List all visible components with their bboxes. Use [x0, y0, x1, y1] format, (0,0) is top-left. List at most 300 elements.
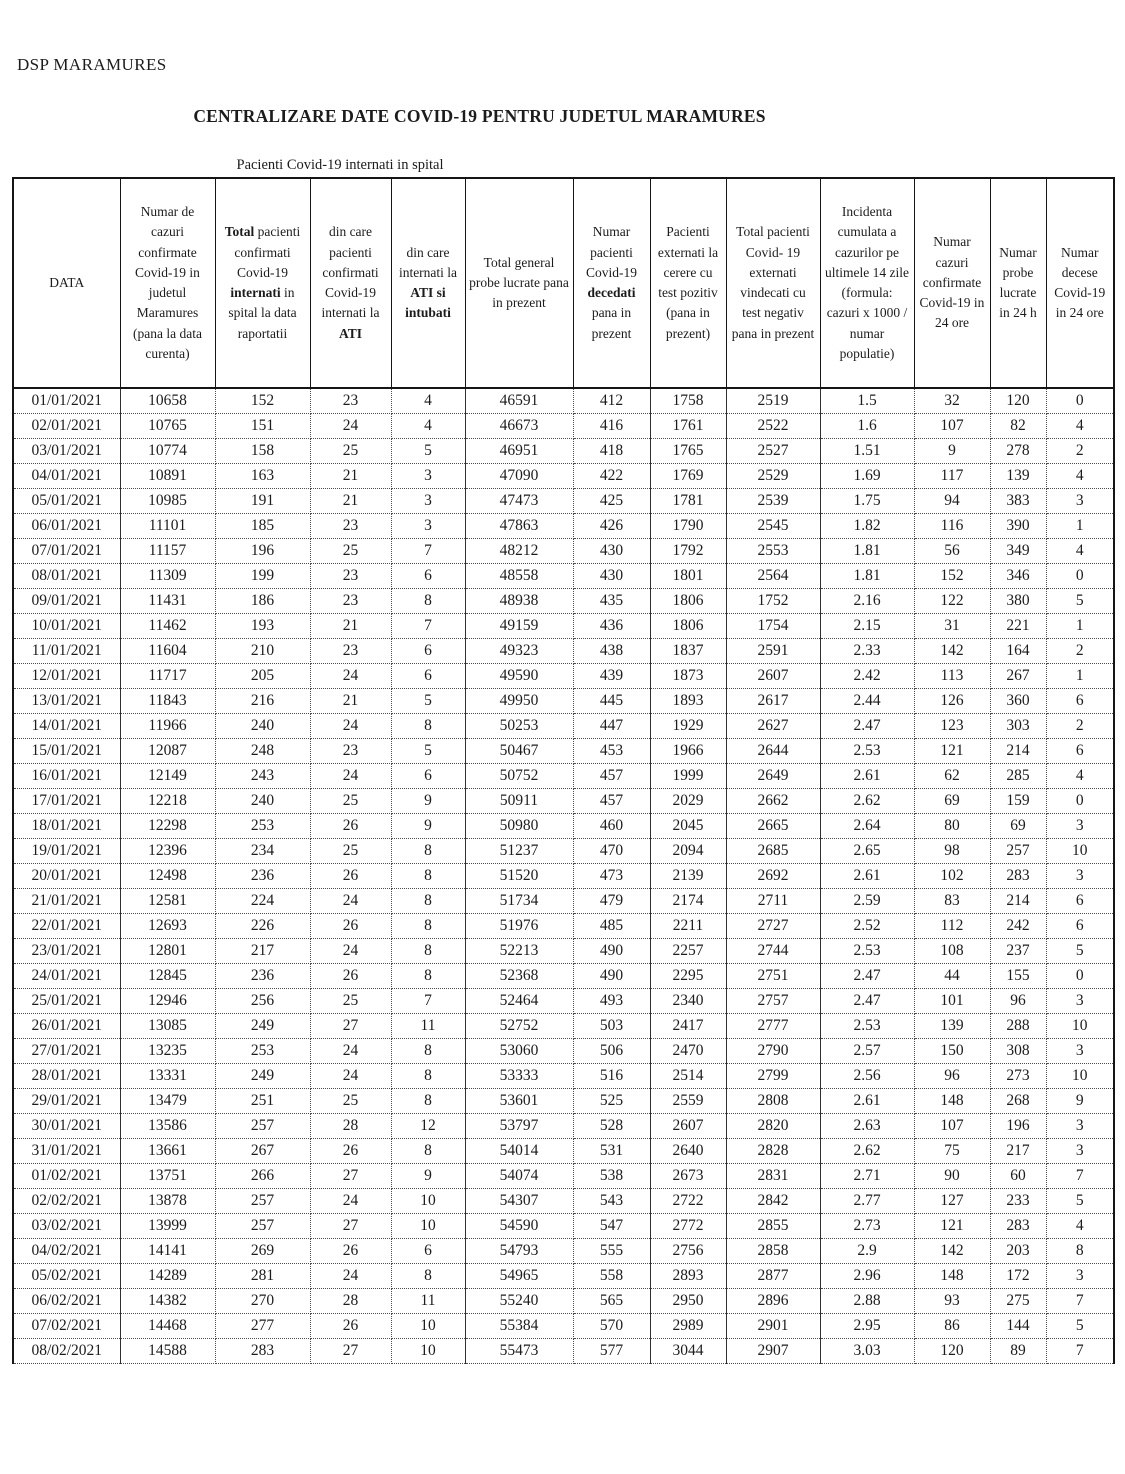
table-row	[13, 1014, 1114, 1039]
value-cell-internati-ati: 23	[310, 589, 391, 614]
value-cell-cazuri-confirmate-total: 12218	[120, 789, 215, 814]
value-cell-incidenta: 2.59	[820, 889, 914, 914]
date-cell: 01/02/2021	[13, 1164, 120, 1189]
value-cell-cazuri-confirmate-total: 10765	[120, 414, 215, 439]
value-cell-cazuri-24h: 101	[914, 989, 990, 1014]
value-cell-probe-24h: 196	[990, 1114, 1046, 1139]
value-cell-incidenta: 2.15	[820, 614, 914, 639]
value-cell-probe-24h: 346	[990, 564, 1046, 589]
value-cell-internati-ati: 26	[310, 1314, 391, 1339]
value-cell-externati-cerere: 1765	[650, 439, 726, 464]
value-cell-incidenta: 2.61	[820, 864, 914, 889]
date-cell: 06/02/2021	[13, 1289, 120, 1314]
value-cell-externati-vindecati: 2808	[726, 1089, 820, 1114]
value-cell-decedati-total: 525	[573, 1089, 650, 1114]
value-cell-internati-ati: 26	[310, 914, 391, 939]
value-cell-internati-total: 257	[215, 1114, 310, 1139]
value-cell-internati-ati: 28	[310, 1114, 391, 1139]
value-cell-decese-24h: 6	[1046, 689, 1114, 714]
value-cell-ati-intubati: 3	[391, 464, 465, 489]
value-cell-cazuri-confirmate-total: 10891	[120, 464, 215, 489]
value-cell-decese-24h: 2	[1046, 714, 1114, 739]
value-cell-externati-cerere: 3044	[650, 1339, 726, 1364]
value-cell-internati-total: 163	[215, 464, 310, 489]
value-cell-internati-ati: 25	[310, 539, 391, 564]
table-row	[13, 989, 1114, 1014]
value-cell-decedati-total: 425	[573, 489, 650, 514]
date-cell: 07/02/2021	[13, 1314, 120, 1339]
table-row	[13, 1239, 1114, 1264]
value-cell-cazuri-confirmate-total: 11604	[120, 639, 215, 664]
value-cell-probe-total: 54793	[465, 1239, 573, 1264]
value-cell-externati-cerere: 1792	[650, 539, 726, 564]
value-cell-internati-ati: 28	[310, 1289, 391, 1314]
value-cell-probe-24h: 159	[990, 789, 1046, 814]
value-cell-internati-total: 249	[215, 1064, 310, 1089]
value-cell-incidenta: 3.03	[820, 1339, 914, 1364]
value-cell-cazuri-24h: 108	[914, 939, 990, 964]
value-cell-probe-total: 51976	[465, 914, 573, 939]
value-cell-decedati-total: 543	[573, 1189, 650, 1214]
value-cell-ati-intubati: 8	[391, 714, 465, 739]
value-cell-decedati-total: 558	[573, 1264, 650, 1289]
value-cell-cazuri-24h: 93	[914, 1289, 990, 1314]
value-cell-decese-24h: 0	[1046, 789, 1114, 814]
value-cell-cazuri-confirmate-total: 14382	[120, 1289, 215, 1314]
value-cell-decedati-total: 435	[573, 589, 650, 614]
value-cell-decedati-total: 531	[573, 1139, 650, 1164]
value-cell-cazuri-confirmate-total: 12801	[120, 939, 215, 964]
value-cell-externati-cerere: 1806	[650, 614, 726, 639]
value-cell-probe-24h: 273	[990, 1064, 1046, 1089]
value-cell-internati-total: 283	[215, 1339, 310, 1364]
covid-table	[12, 154, 1115, 1364]
value-cell-internati-total: 217	[215, 939, 310, 964]
value-cell-decese-24h: 3	[1046, 989, 1114, 1014]
value-cell-cazuri-confirmate-total: 11843	[120, 689, 215, 714]
value-cell-probe-24h: 60	[990, 1164, 1046, 1189]
value-cell-incidenta: 2.62	[820, 1139, 914, 1164]
value-cell-internati-ati: 27	[310, 1214, 391, 1239]
column-header-probe-total: Total general probe lucrate pana in prezent	[465, 178, 573, 388]
value-cell-cazuri-24h: 126	[914, 689, 990, 714]
value-cell-incidenta: 2.73	[820, 1214, 914, 1239]
value-cell-decese-24h: 4	[1046, 414, 1114, 439]
value-cell-cazuri-24h: 86	[914, 1314, 990, 1339]
date-cell: 28/01/2021	[13, 1064, 120, 1089]
value-cell-decedati-total: 412	[573, 388, 650, 414]
value-cell-internati-ati: 25	[310, 1089, 391, 1114]
value-cell-probe-24h: 303	[990, 714, 1046, 739]
value-cell-externati-vindecati: 2831	[726, 1164, 820, 1189]
group-header-cell: Pacienti Covid-19 internati in spital	[236, 157, 444, 173]
date-cell: 18/01/2021	[13, 814, 120, 839]
value-cell-decedati-total: 516	[573, 1064, 650, 1089]
value-cell-internati-total: 196	[215, 539, 310, 564]
value-cell-probe-total: 52368	[465, 964, 573, 989]
value-cell-ati-intubati: 10	[391, 1339, 465, 1364]
value-cell-incidenta: 2.44	[820, 689, 914, 714]
value-cell-cazuri-24h: 107	[914, 1114, 990, 1139]
value-cell-internati-total: 236	[215, 964, 310, 989]
value-cell-ati-intubati: 8	[391, 1039, 465, 1064]
value-cell-externati-cerere: 2756	[650, 1239, 726, 1264]
value-cell-probe-24h: 203	[990, 1239, 1046, 1264]
column-header-ati-intubati: din care internati la ATI si intubati	[391, 178, 465, 388]
date-cell: 21/01/2021	[13, 889, 120, 914]
value-cell-cazuri-confirmate-total: 14141	[120, 1239, 215, 1264]
value-cell-probe-24h: 221	[990, 614, 1046, 639]
value-cell-internati-total: 277	[215, 1314, 310, 1339]
table-row	[13, 889, 1114, 914]
value-cell-cazuri-24h: 113	[914, 664, 990, 689]
value-cell-incidenta: 2.57	[820, 1039, 914, 1064]
date-cell: 24/01/2021	[13, 964, 120, 989]
value-cell-cazuri-confirmate-total: 13661	[120, 1139, 215, 1164]
value-cell-decese-24h: 3	[1046, 1264, 1114, 1289]
value-cell-decedati-total: 457	[573, 764, 650, 789]
value-cell-decese-24h: 4	[1046, 539, 1114, 564]
value-cell-decedati-total: 506	[573, 1039, 650, 1064]
value-cell-cazuri-24h: 102	[914, 864, 990, 889]
value-cell-externati-vindecati: 2649	[726, 764, 820, 789]
value-cell-internati-ati: 24	[310, 1264, 391, 1289]
value-cell-decedati-total: 438	[573, 639, 650, 664]
value-cell-externati-vindecati: 2877	[726, 1264, 820, 1289]
value-cell-decedati-total: 503	[573, 1014, 650, 1039]
value-cell-incidenta: 2.95	[820, 1314, 914, 1339]
value-cell-cazuri-confirmate-total: 13085	[120, 1014, 215, 1039]
value-cell-internati-ati: 24	[310, 764, 391, 789]
value-cell-externati-vindecati: 2751	[726, 964, 820, 989]
table-row	[13, 589, 1114, 614]
value-cell-cazuri-24h: 142	[914, 1239, 990, 1264]
value-cell-externati-cerere: 1999	[650, 764, 726, 789]
date-cell: 08/01/2021	[13, 564, 120, 589]
value-cell-probe-total: 46673	[465, 414, 573, 439]
value-cell-decedati-total: 565	[573, 1289, 650, 1314]
value-cell-cazuri-24h: 120	[914, 1339, 990, 1364]
value-cell-decedati-total: 430	[573, 539, 650, 564]
value-cell-internati-ati: 24	[310, 664, 391, 689]
value-cell-cazuri-confirmate-total: 12845	[120, 964, 215, 989]
value-cell-internati-ati: 23	[310, 514, 391, 539]
value-cell-probe-24h: 96	[990, 989, 1046, 1014]
column-header-externati-cerere: Pacienti externati la cerere cu test pozitiv (pana in prezent)	[650, 178, 726, 388]
value-cell-internati-total: 151	[215, 414, 310, 439]
value-cell-externati-cerere: 1801	[650, 564, 726, 589]
value-cell-cazuri-confirmate-total: 11309	[120, 564, 215, 589]
value-cell-ati-intubati: 3	[391, 489, 465, 514]
value-cell-probe-24h: 285	[990, 764, 1046, 789]
value-cell-incidenta: 2.47	[820, 714, 914, 739]
value-cell-cazuri-24h: 127	[914, 1189, 990, 1214]
table-row	[13, 439, 1114, 464]
value-cell-incidenta: 2.62	[820, 789, 914, 814]
value-cell-externati-vindecati: 2564	[726, 564, 820, 589]
table-row	[13, 664, 1114, 689]
value-cell-incidenta: 2.63	[820, 1114, 914, 1139]
value-cell-probe-24h: 69	[990, 814, 1046, 839]
table-row	[13, 1314, 1114, 1339]
value-cell-incidenta: 2.9	[820, 1239, 914, 1264]
value-cell-incidenta: 1.82	[820, 514, 914, 539]
value-cell-internati-total: 216	[215, 689, 310, 714]
value-cell-internati-total: 256	[215, 989, 310, 1014]
value-cell-probe-24h: 120	[990, 388, 1046, 414]
value-cell-internati-ati: 27	[310, 1164, 391, 1189]
value-cell-externati-vindecati: 2685	[726, 839, 820, 864]
table-row	[13, 1114, 1114, 1139]
value-cell-probe-24h: 214	[990, 739, 1046, 764]
value-cell-probe-total: 49159	[465, 614, 573, 639]
value-cell-cazuri-confirmate-total: 13751	[120, 1164, 215, 1189]
value-cell-probe-total: 55384	[465, 1314, 573, 1339]
value-cell-decedati-total: 418	[573, 439, 650, 464]
value-cell-externati-vindecati: 2790	[726, 1039, 820, 1064]
value-cell-probe-24h: 172	[990, 1264, 1046, 1289]
value-cell-externati-vindecati: 1754	[726, 614, 820, 639]
value-cell-externati-vindecati: 2907	[726, 1339, 820, 1364]
value-cell-ati-intubati: 5	[391, 439, 465, 464]
date-cell: 22/01/2021	[13, 914, 120, 939]
date-cell: 15/01/2021	[13, 739, 120, 764]
value-cell-probe-total: 49323	[465, 639, 573, 664]
value-cell-cazuri-24h: 142	[914, 639, 990, 664]
date-cell: 03/02/2021	[13, 1214, 120, 1239]
value-cell-probe-24h: 288	[990, 1014, 1046, 1039]
value-cell-probe-24h: 233	[990, 1189, 1046, 1214]
value-cell-incidenta: 2.56	[820, 1064, 914, 1089]
value-cell-decese-24h: 1	[1046, 514, 1114, 539]
value-cell-incidenta: 2.16	[820, 589, 914, 614]
value-cell-cazuri-confirmate-total: 11966	[120, 714, 215, 739]
value-cell-cazuri-24h: 112	[914, 914, 990, 939]
column-header-incidenta: Incidenta cumulata a cazurilor pe ultimele 14 zile (formula: cazuri x 1000 / numar populatie)	[820, 178, 914, 388]
value-cell-cazuri-confirmate-total: 14468	[120, 1314, 215, 1339]
value-cell-externati-cerere: 2174	[650, 889, 726, 914]
value-cell-probe-24h: 278	[990, 439, 1046, 464]
value-cell-internati-total: 205	[215, 664, 310, 689]
value-cell-incidenta: 2.47	[820, 989, 914, 1014]
value-cell-probe-total: 48938	[465, 589, 573, 614]
value-cell-probe-total: 48558	[465, 564, 573, 589]
value-cell-cazuri-confirmate-total: 12581	[120, 889, 215, 914]
value-cell-ati-intubati: 6	[391, 564, 465, 589]
value-cell-probe-24h: 275	[990, 1289, 1046, 1314]
value-cell-decedati-total: 490	[573, 939, 650, 964]
value-cell-decese-24h: 4	[1046, 1214, 1114, 1239]
value-cell-cazuri-24h: 148	[914, 1264, 990, 1289]
value-cell-probe-total: 54590	[465, 1214, 573, 1239]
table-row	[13, 1189, 1114, 1214]
value-cell-ati-intubati: 9	[391, 1164, 465, 1189]
value-cell-decese-24h: 3	[1046, 1039, 1114, 1064]
date-cell: 26/01/2021	[13, 1014, 120, 1039]
value-cell-internati-total: 281	[215, 1264, 310, 1289]
value-cell-decese-24h: 6	[1046, 889, 1114, 914]
value-cell-decese-24h: 1	[1046, 614, 1114, 639]
value-cell-probe-total: 55240	[465, 1289, 573, 1314]
date-cell: 23/01/2021	[13, 939, 120, 964]
value-cell-cazuri-24h: 80	[914, 814, 990, 839]
value-cell-internati-total: 269	[215, 1239, 310, 1264]
date-cell: 01/01/2021	[13, 388, 120, 414]
value-cell-probe-total: 50253	[465, 714, 573, 739]
table-row	[13, 914, 1114, 939]
value-cell-cazuri-confirmate-total: 14588	[120, 1339, 215, 1364]
value-cell-internati-ati: 26	[310, 964, 391, 989]
value-cell-decedati-total: 430	[573, 564, 650, 589]
value-cell-decese-24h: 0	[1046, 564, 1114, 589]
value-cell-decese-24h: 8	[1046, 1239, 1114, 1264]
value-cell-cazuri-confirmate-total: 10985	[120, 489, 215, 514]
value-cell-ati-intubati: 8	[391, 1089, 465, 1114]
value-cell-decese-24h: 5	[1046, 939, 1114, 964]
column-header-data: DATA	[13, 178, 120, 388]
value-cell-externati-cerere: 2340	[650, 989, 726, 1014]
value-cell-decedati-total: 485	[573, 914, 650, 939]
table-row	[13, 564, 1114, 589]
value-cell-cazuri-24h: 123	[914, 714, 990, 739]
date-cell: 03/01/2021	[13, 439, 120, 464]
table-row	[13, 939, 1114, 964]
value-cell-externati-vindecati: 2799	[726, 1064, 820, 1089]
value-cell-ati-intubati: 8	[391, 839, 465, 864]
value-cell-internati-total: 251	[215, 1089, 310, 1114]
value-cell-cazuri-24h: 117	[914, 464, 990, 489]
value-cell-decese-24h: 3	[1046, 1139, 1114, 1164]
value-cell-probe-24h: 237	[990, 939, 1046, 964]
value-cell-probe-24h: 164	[990, 639, 1046, 664]
value-cell-ati-intubati: 11	[391, 1014, 465, 1039]
table-row	[13, 1089, 1114, 1114]
value-cell-probe-24h: 144	[990, 1314, 1046, 1339]
value-cell-probe-total: 47473	[465, 489, 573, 514]
table-row	[13, 964, 1114, 989]
value-cell-decedati-total: 473	[573, 864, 650, 889]
value-cell-incidenta: 2.88	[820, 1289, 914, 1314]
date-cell: 08/02/2021	[13, 1339, 120, 1364]
value-cell-decedati-total: 416	[573, 414, 650, 439]
value-cell-cazuri-confirmate-total: 12149	[120, 764, 215, 789]
value-cell-externati-cerere: 2673	[650, 1164, 726, 1189]
value-cell-incidenta: 2.33	[820, 639, 914, 664]
value-cell-probe-total: 51734	[465, 889, 573, 914]
table-row	[13, 1164, 1114, 1189]
date-cell: 02/02/2021	[13, 1189, 120, 1214]
table-row	[13, 639, 1114, 664]
value-cell-probe-24h: 308	[990, 1039, 1046, 1064]
value-cell-probe-total: 46951	[465, 439, 573, 464]
column-header-decedati-total: Numar pacienti Covid-19 decedati pana in prezent	[573, 178, 650, 388]
value-cell-incidenta: 2.47	[820, 964, 914, 989]
value-cell-decedati-total: 547	[573, 1214, 650, 1239]
value-cell-externati-vindecati: 2607	[726, 664, 820, 689]
value-cell-ati-intubati: 4	[391, 414, 465, 439]
value-cell-probe-total: 50467	[465, 739, 573, 764]
value-cell-externati-vindecati: 2757	[726, 989, 820, 1014]
value-cell-probe-24h: 283	[990, 1214, 1046, 1239]
table-row	[13, 514, 1114, 539]
value-cell-decese-24h: 3	[1046, 489, 1114, 514]
value-cell-ati-intubati: 5	[391, 689, 465, 714]
value-cell-externati-cerere: 1806	[650, 589, 726, 614]
value-cell-incidenta: 2.61	[820, 1089, 914, 1114]
value-cell-cazuri-24h: 122	[914, 589, 990, 614]
value-cell-externati-cerere: 2257	[650, 939, 726, 964]
date-cell: 05/01/2021	[13, 489, 120, 514]
column-header-row	[13, 178, 1114, 388]
value-cell-decese-24h: 5	[1046, 1314, 1114, 1339]
value-cell-ati-intubati: 10	[391, 1214, 465, 1239]
value-cell-internati-total: 243	[215, 764, 310, 789]
date-cell: 17/01/2021	[13, 789, 120, 814]
value-cell-cazuri-24h: 96	[914, 1064, 990, 1089]
value-cell-internati-ati: 21	[310, 489, 391, 514]
value-cell-cazuri-24h: 83	[914, 889, 990, 914]
value-cell-internati-ati: 26	[310, 864, 391, 889]
table-row	[13, 614, 1114, 639]
value-cell-internati-ati: 26	[310, 1139, 391, 1164]
value-cell-externati-vindecati: 2711	[726, 889, 820, 914]
value-cell-externati-vindecati: 2727	[726, 914, 820, 939]
value-cell-decese-24h: 7	[1046, 1164, 1114, 1189]
value-cell-internati-total: 152	[215, 388, 310, 414]
value-cell-externati-vindecati: 2591	[726, 639, 820, 664]
value-cell-externati-cerere: 1769	[650, 464, 726, 489]
value-cell-incidenta: 1.69	[820, 464, 914, 489]
value-cell-probe-24h: 360	[990, 689, 1046, 714]
value-cell-cazuri-24h: 98	[914, 839, 990, 864]
value-cell-incidenta: 2.96	[820, 1264, 914, 1289]
value-cell-probe-total: 50911	[465, 789, 573, 814]
column-header-externati-vindecati: Total pacienti Covid- 19 externati vindecati cu test negativ pana in prezent	[726, 178, 820, 388]
value-cell-decedati-total: 493	[573, 989, 650, 1014]
value-cell-decese-24h: 1	[1046, 664, 1114, 689]
value-cell-externati-vindecati: 2527	[726, 439, 820, 464]
table-row	[13, 864, 1114, 889]
value-cell-cazuri-confirmate-total: 13479	[120, 1089, 215, 1114]
value-cell-ati-intubati: 8	[391, 889, 465, 914]
table-row	[13, 1289, 1114, 1314]
value-cell-incidenta: 2.53	[820, 939, 914, 964]
value-cell-incidenta: 2.53	[820, 1014, 914, 1039]
value-cell-incidenta: 2.64	[820, 814, 914, 839]
value-cell-externati-cerere: 2514	[650, 1064, 726, 1089]
value-cell-externati-vindecati: 2855	[726, 1214, 820, 1239]
value-cell-probe-24h: 267	[990, 664, 1046, 689]
value-cell-externati-vindecati: 2896	[726, 1289, 820, 1314]
date-cell: 12/01/2021	[13, 664, 120, 689]
value-cell-cazuri-24h: 75	[914, 1139, 990, 1164]
value-cell-probe-24h: 283	[990, 864, 1046, 889]
value-cell-ati-intubati: 7	[391, 989, 465, 1014]
value-cell-cazuri-confirmate-total: 13235	[120, 1039, 215, 1064]
value-cell-internati-total: 249	[215, 1014, 310, 1039]
table-row	[13, 739, 1114, 764]
value-cell-cazuri-24h: 121	[914, 739, 990, 764]
value-cell-probe-total: 53601	[465, 1089, 573, 1114]
value-cell-cazuri-24h: 148	[914, 1089, 990, 1114]
value-cell-internati-total: 226	[215, 914, 310, 939]
value-cell-externati-cerere: 2029	[650, 789, 726, 814]
value-cell-externati-vindecati: 2644	[726, 739, 820, 764]
table-row	[13, 714, 1114, 739]
value-cell-probe-total: 52464	[465, 989, 573, 1014]
table-row	[13, 1214, 1114, 1239]
value-cell-probe-total: 51237	[465, 839, 573, 864]
